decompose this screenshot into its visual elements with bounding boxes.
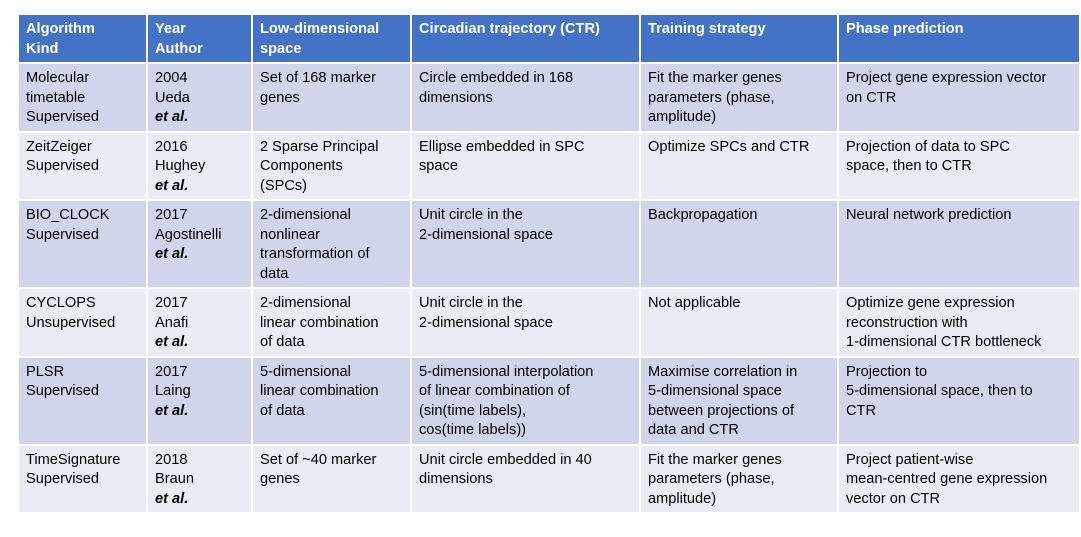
header-year-author: Year Author <box>147 14 252 63</box>
cell-ctr: Unit circle in the 2-dimensional space <box>411 200 640 288</box>
cell-year-author <box>147 288 252 357</box>
cell-year-author <box>147 200 252 288</box>
cell-year: 2016 <box>155 138 188 155</box>
header-row <box>18 14 1080 63</box>
table-row-timesignature <box>18 445 1080 514</box>
cell-kind: BIO_CLOCK Supervised <box>18 200 147 288</box>
cell-et-al: et al. <box>155 334 189 350</box>
cell-space: 2 Sparse Principal Components (SPCs) <box>252 132 411 201</box>
cell-space: Set of 168 marker genes <box>252 63 411 132</box>
cell-ctr: Unit circle embedded in 40 dimensions <box>411 445 640 514</box>
cell-training: Fit the marker genes parameters (phase, amplitude) <box>640 63 838 132</box>
cell-space: 5-dimensional linear combination of data <box>252 357 411 445</box>
cell-et-al: et al. <box>155 109 189 125</box>
cell-ctr: Circle embedded in 168 dimensions <box>411 63 640 132</box>
cell-year-author <box>147 132 252 201</box>
cell-year-author <box>147 357 252 445</box>
cell-author: Laing <box>155 383 191 399</box>
cell-kind: TimeSignature Supervised <box>18 445 147 514</box>
cell-kind: ZeitZeiger Supervised <box>18 132 147 201</box>
table-row-bio-clock <box>18 200 1080 288</box>
cell-space: 2-dimensional linear combination of data <box>252 288 411 357</box>
table-row-cyclops <box>18 288 1080 357</box>
cell-year: 2004 <box>155 70 188 86</box>
cell-space: Set of ~40 marker genes <box>252 445 411 514</box>
cell-training: Not applicable <box>640 288 838 357</box>
cell-phase: Neural network prediction <box>838 200 1080 288</box>
header-algorithm-kind: Algorithm Kind <box>18 14 147 63</box>
header-low-dimensional-space: Low-dimensional space <box>252 14 411 63</box>
header-circadian-trajectory: Circadian trajectory (CTR) <box>411 14 640 63</box>
cell-training: Fit the marker genes parameters (phase, amplitude) <box>640 445 838 514</box>
cell-kind: PLSR Supervised <box>18 357 147 445</box>
cell-ctr: 5-dimensional interpolation of linear combination of (sin(time labels), cos(time labels)) <box>411 357 640 445</box>
cell-author: Anafi <box>155 314 189 331</box>
cell-ctr: Unit circle in the 2-dimensional space <box>411 288 640 357</box>
cell-author: Braun <box>155 471 194 487</box>
cell-et-al: et al. <box>155 402 189 419</box>
cell-phase: Project gene expression vector on CTR <box>838 63 1080 132</box>
cell-training: Maximise correlation in 5-dimensional space between projections of data and CTR <box>640 357 838 445</box>
table-row-plsr <box>18 357 1080 445</box>
cell-training: Backpropagation <box>640 200 838 288</box>
algorithm-comparison-table <box>17 13 1081 514</box>
cell-et-al: et al. <box>155 177 189 194</box>
cell-ctr: Ellipse embedded in SPC space <box>411 132 640 201</box>
cell-author: Ueda <box>155 89 190 106</box>
cell-kind: Molecular timetable Supervised <box>18 63 147 132</box>
table-row-molecular-timetable <box>18 63 1080 132</box>
cell-phase: Project patient-wise mean-centred gene expression vector on CTR <box>838 445 1080 514</box>
cell-phase: Projection of data to SPC space, then to CTR <box>838 132 1080 201</box>
table-row-zeitzeiger <box>18 132 1080 201</box>
cell-space: 2-dimensional nonlinear transformation of data <box>252 200 411 288</box>
cell-year-author <box>147 63 252 132</box>
cell-et-al: et al. <box>155 246 189 262</box>
cell-year: 2018 <box>155 451 188 468</box>
cell-phase: Optimize gene expression reconstruction with 1-dimensional CTR bottleneck <box>838 288 1080 357</box>
cell-et-al: et al. <box>155 490 189 507</box>
cell-phase: Projection to 5-dimensional space, then to CTR <box>838 357 1080 445</box>
cell-year: 2017 <box>155 207 188 223</box>
header-training-strategy: Training strategy <box>640 14 838 63</box>
cell-training: Optimize SPCs and CTR <box>640 132 838 201</box>
cell-year: 2017 <box>155 295 188 311</box>
cell-author: Hughey <box>155 158 206 174</box>
cell-author: Agostinelli <box>155 226 222 243</box>
header-phase-prediction: Phase prediction <box>838 14 1080 63</box>
cell-year: 2017 <box>155 363 188 380</box>
cell-kind: CYCLOPS Unsupervised <box>18 288 147 357</box>
cell-year-author <box>147 445 252 514</box>
algorithm-comparison-table-container <box>17 13 1048 514</box>
